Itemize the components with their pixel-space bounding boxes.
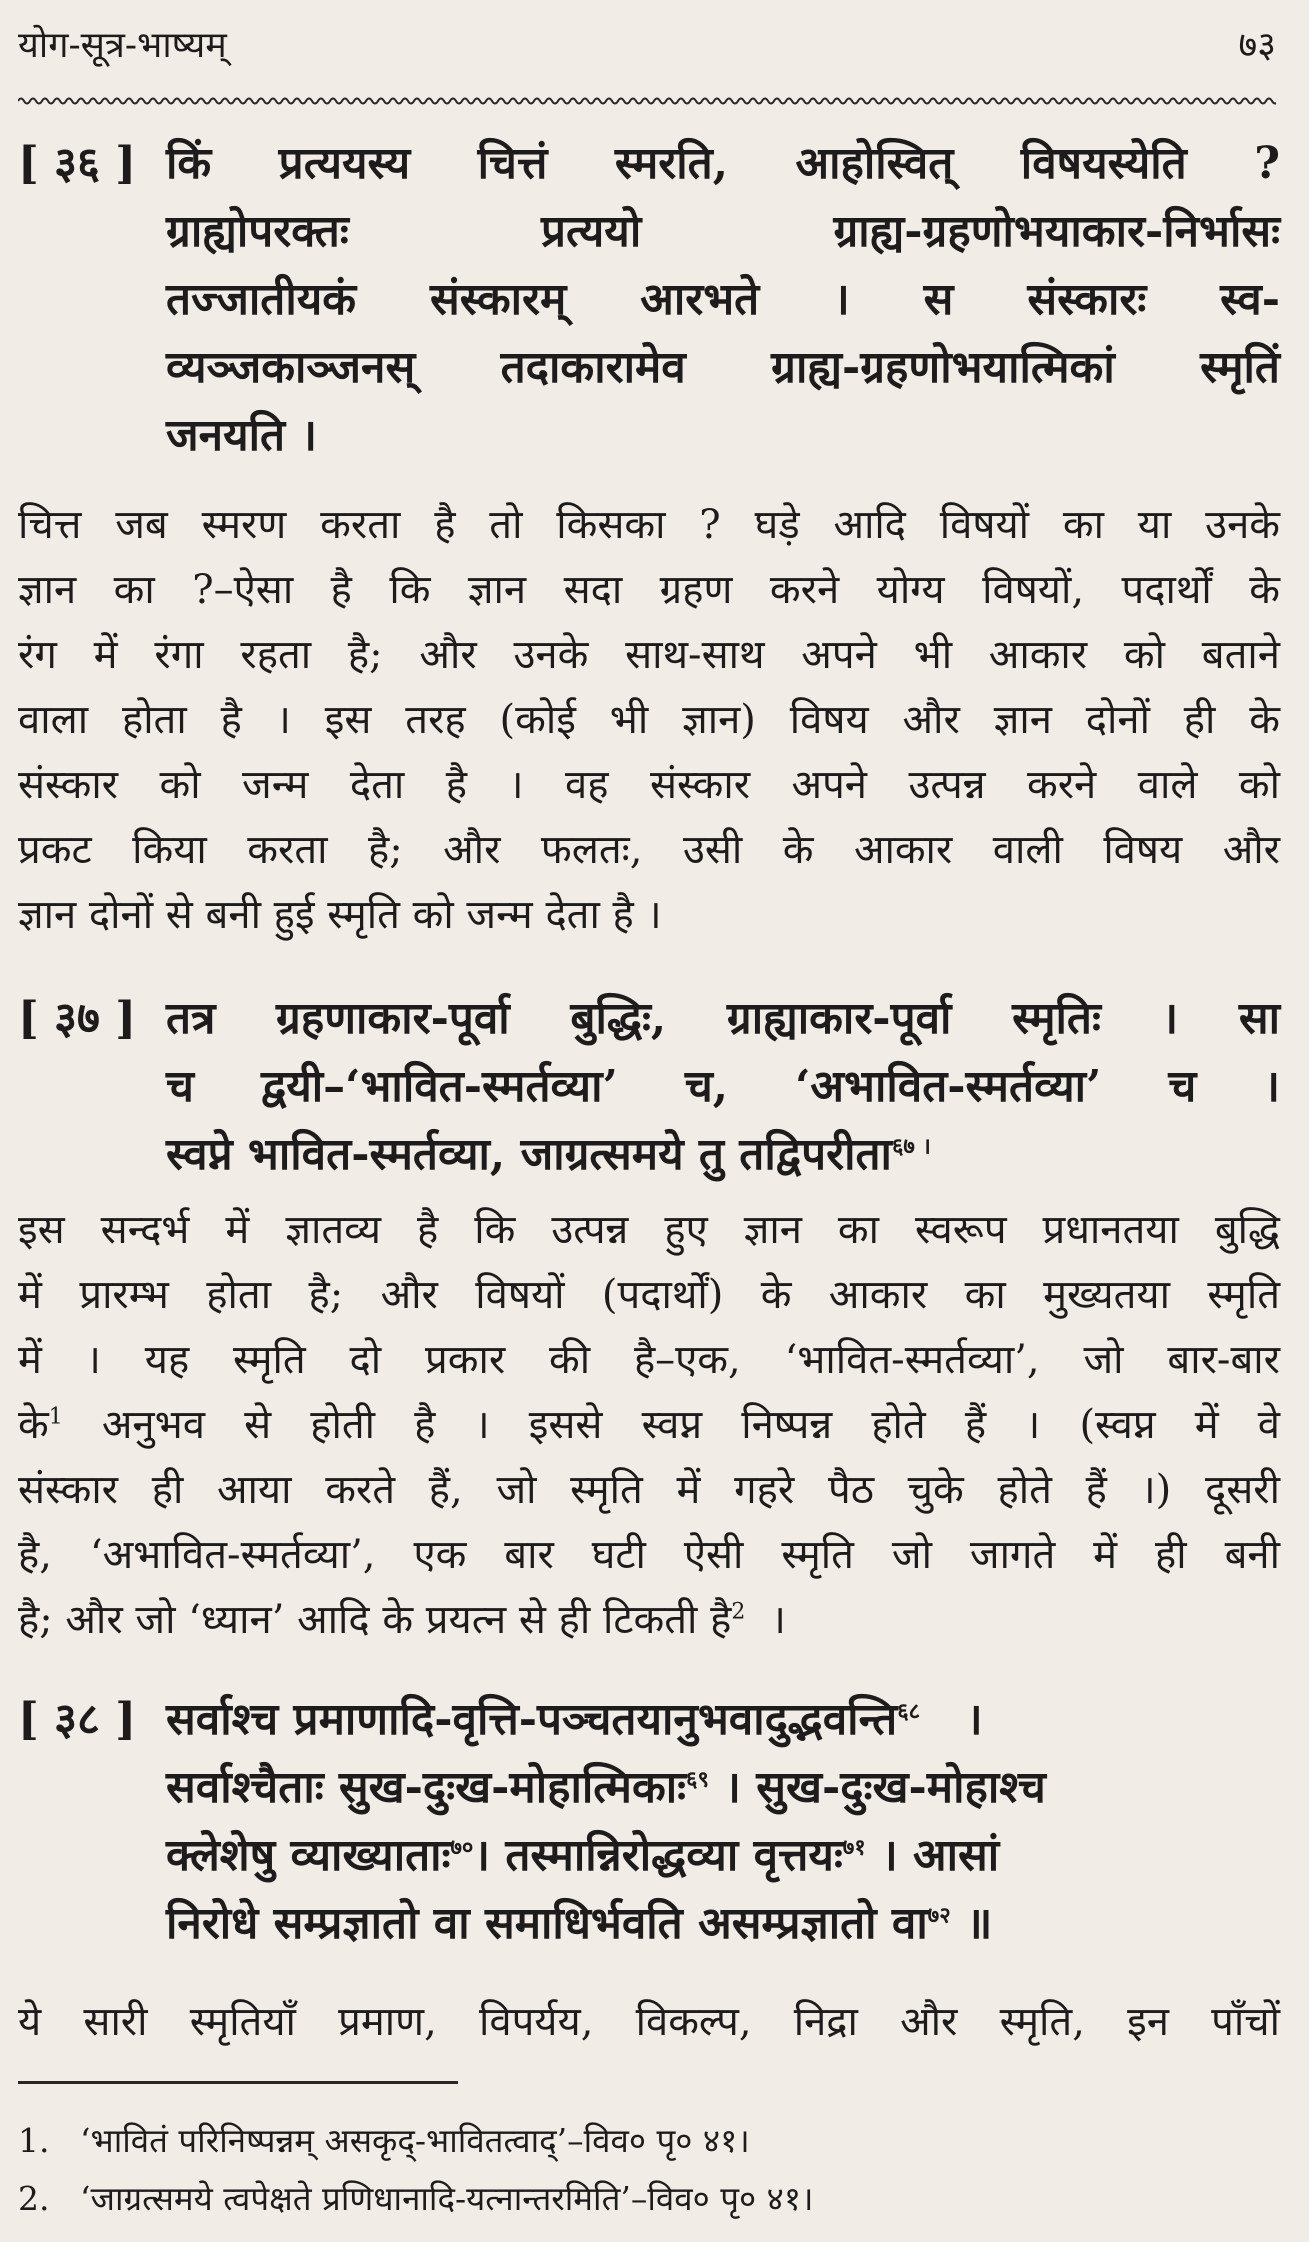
verse-line: जनयति । [166, 410, 318, 461]
commentary-paragraph-1 [18, 493, 1280, 948]
paragraph-line: संस्कार को जन्म देता है । वह संस्कार अपने उत्पन्न करने वाले को [18, 762, 1280, 808]
footnote-ref: ७० [450, 1834, 474, 1861]
verse-36 [18, 130, 1280, 470]
paragraph-text: अनुभव से होती है । इससे स्वप्न निष्पन्न होते हैं । (स्वप्न में वे [101, 1402, 1281, 1448]
verse-line: तज्जातीयकं संस्कारम् आरभते । स संस्कारः स्व- [166, 274, 1280, 325]
paragraph-line: ये सारी स्मृतियाँ प्रमाण, विपर्यय, विकल्प, निद्रा और स्मृति, इन पाँचों [18, 1999, 1280, 2045]
paragraph-line [18, 1588, 1280, 1653]
verse-text: सर्वाश्च प्रमाणादि-वृत्ति-पञ्चतयानुभवादुद्भवन्ति [166, 1694, 898, 1745]
verse-number: [ ३७ ] [18, 993, 137, 1044]
verse-line: च द्वयी–‘भावित-स्मर्तव्या’ च, ‘अभावित-स्मर्तव्या’ च । [166, 1061, 1280, 1112]
footnote-ref: 1 [48, 1404, 63, 1430]
verse-line: व्यञ्जकाञ्जनस् तदाकारामेव ग्राह्य-ग्रहणोभयात्मिकां स्मृतिं [166, 342, 1280, 393]
footnote-2 [18, 2176, 1278, 2222]
commentary-paragraph-3 [18, 1990, 1280, 2055]
verse-text: ॥ [965, 1898, 993, 1949]
paragraph-line: प्रकट किया करता है; और फलतः, उसी के आकार वाली विषय और [18, 827, 1280, 873]
footnote-number: 2. [18, 2179, 50, 2218]
verse-line [166, 1121, 1280, 1189]
paragraph-line: है, ‘अभावित-स्मर्तव्या’, एक बार घटी ऐसी स्मृति जो जागते में ही बनी [18, 1532, 1280, 1578]
paragraph-line: वाला होता है । इस तरह (कोई भी ज्ञान) विषय और ज्ञान दोनों ही के [18, 697, 1280, 743]
verse-37 [18, 985, 1280, 1195]
paragraph-line: इस सन्दर्भ में ज्ञातव्य है कि उत्पन्न हुए ज्ञान का स्वरूप प्रधानतया बुद्धि [18, 1207, 1280, 1253]
footnote-1 [18, 2118, 1278, 2164]
verse-text: । तस्मान्निरोद्धव्या वृत्तयः [473, 1830, 843, 1881]
footnote-ref: ६८ [897, 1698, 921, 1725]
verse-text: निरोधे सम्प्रज्ञातो वा समाधिर्भवति असम्प्रज्ञातो वा [166, 1898, 928, 1949]
paragraph-line: रंग में रंगा रहता है; और उनके साथ-साथ अपने भी आकार को बताने [18, 632, 1280, 678]
verse-text: सर्वाश्चैताः सुख-दुःख-मोहात्मिकाः [166, 1762, 687, 1813]
verse-number: [ ३८ ] [18, 1694, 137, 1745]
verse-number: [ ३६ ] [18, 138, 137, 189]
verse-text: । सुख-दुःख-मोहाश्च [724, 1762, 1046, 1813]
page-header [18, 14, 1276, 74]
header-wavy-rule [18, 94, 1276, 108]
verse-line: किं प्रत्ययस्य चित्तं स्मरति, आहोस्वित् विषयस्येति ? [166, 138, 1280, 189]
verse-text: क्लेशेषु व्याख्याताः [166, 1830, 451, 1881]
paragraph-text: है; और जो ‘ध्यान’ आदि के प्रयत्न से ही टिकती है [18, 1597, 732, 1643]
verse-line: ग्राह्योपरक्तः प्रत्ययो ग्राह्य-ग्रहणोभयाकार-निर्भासः [166, 206, 1280, 257]
footnote-ref: ६९ [686, 1766, 709, 1793]
verse-line [166, 1822, 1280, 1890]
paragraph-text: के [18, 1402, 49, 1448]
page-number: ७३ [1238, 25, 1276, 66]
verse-text: । आसां [881, 1830, 1000, 1881]
verse-line: तत्र ग्रहणाकार-पूर्वा बुद्धिः, ग्राह्याकार-पूर्वा स्मृतिः । सा [166, 993, 1280, 1044]
footnote-number: 1. [18, 2121, 50, 2160]
footnote-text: ‘जाग्रत्समये त्वपेक्षते प्रणिधानादि-यत्नान्तरमिति’–विव० पृ० ४१। [80, 2179, 814, 2218]
verse-text: स्वप्ने भावित-स्मर्तव्या, जाग्रत्समये तु तद्विपरीता [166, 1129, 892, 1180]
footnote-ref: ७१ [842, 1834, 866, 1861]
verse-line [166, 1890, 1280, 1958]
paragraph-text: । [770, 1597, 786, 1643]
footnote-ref: 2 [731, 1599, 746, 1625]
footnote-text: ‘भावितं परिनिष्पन्नम् असकृद्-भावितत्वाद्’–विव० पृ० ४१। [80, 2121, 750, 2160]
paragraph-line: संस्कार ही आया करते हैं, जो स्मृति में गहरे पैठ चुके होते हैं ।) दूसरी [18, 1467, 1280, 1513]
running-title: योग-सूत्र-भाष्यम् [18, 25, 227, 66]
verse-line [166, 1754, 1280, 1822]
paragraph-line: में प्रारम्भ होता है; और विषयों (पदार्थों) के आकार का मुख्यतया स्मृति [18, 1272, 1280, 1318]
commentary-paragraph-2 [18, 1198, 1280, 1653]
paragraph-line [18, 1393, 1280, 1458]
footnote-ref: ६७ । [891, 1133, 931, 1160]
paragraph-line: में । यह स्मृति दो प्रकार की है–एक, ‘भावित-स्मर्तव्या’, जो बार-बार [18, 1337, 1280, 1383]
footnote-rule [18, 2081, 458, 2084]
verse-line: सर्वाश्च प्रमाणादि-वृत्ति-पञ्चतयानुभवादुद्भवन्ति$^{६८}$ । [166, 1694, 983, 1745]
paragraph-line: चित्त जब स्मरण करता है तो किसका ? घड़े आदि विषयों का या उनके [18, 502, 1280, 548]
verse-38 [18, 1686, 1280, 1976]
paragraph-line: ज्ञान का ?–ऐसा है कि ज्ञान सदा ग्रहण करने योग्य विषयों, पदार्थों के [18, 567, 1280, 613]
footnote-ref: ७२ [927, 1902, 951, 1929]
paragraph-line: ज्ञान दोनों से बनी हुई स्मृति को जन्म देता है । [18, 892, 662, 938]
